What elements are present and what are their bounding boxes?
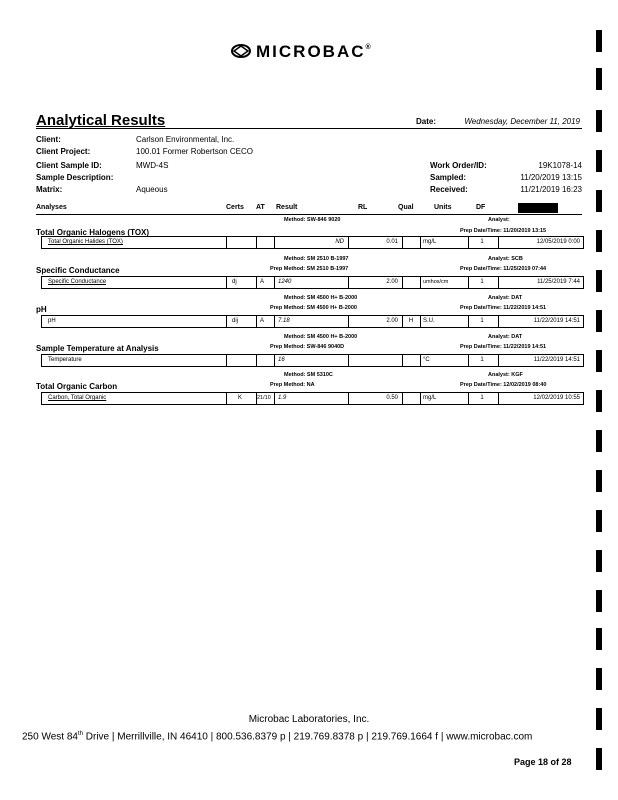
section-title-tox: Total Organic Halogens (TOX) — [36, 228, 150, 237]
cell-sep — [420, 237, 421, 248]
scan-edge-mark — [596, 270, 602, 292]
result-cell: 1240 — [278, 279, 292, 285]
client-project-label: Client Project: — [36, 147, 91, 156]
prep-method-temperature: Prep Method: SW-846 9040D — [270, 344, 345, 350]
df-cell: 1 — [480, 318, 484, 324]
section-title-specific-conductance: Specific Conductance — [36, 266, 120, 275]
cell-sep — [256, 277, 257, 288]
prep-date-tox: Prep Date/Time: 11/20/2019 13:15 — [460, 228, 547, 234]
result-cell: 1.9 — [278, 395, 287, 401]
analyte-cell: Temperature — [48, 357, 82, 363]
table-row — [41, 354, 584, 367]
cell-sep — [348, 277, 349, 288]
result-cell: ND — [335, 239, 344, 245]
scan-edge-mark — [596, 628, 602, 650]
col-units: Units — [434, 204, 452, 211]
cell-sep — [498, 355, 499, 366]
microbac-mark-icon — [230, 43, 252, 59]
df-cell: 1 — [480, 357, 484, 363]
col-analyses: Analyses — [36, 204, 67, 211]
date-cell: 12/02/2019 10:55 — [533, 395, 580, 401]
footer-address-rest: Drive | Merrillville, IN 46410 | 800.536.8379 p | 219.769.8378 p | 219.769.1664 f | www.microbac.com — [82, 731, 533, 743]
client-label: Client: — [36, 135, 61, 144]
section-title-ph: pH — [36, 305, 47, 314]
analyte-cell: pH — [48, 318, 56, 324]
units-cell: °C — [423, 357, 430, 363]
matrix-label: Matrix: — [36, 185, 63, 194]
client-project-value: 100.01 Former Robertson CECO — [136, 147, 253, 156]
header-divider — [36, 214, 582, 215]
cell-sep — [348, 237, 349, 248]
scan-edge-mark — [596, 668, 602, 690]
title-divider — [36, 128, 582, 129]
table-row — [41, 276, 584, 289]
cell-sep — [468, 393, 469, 404]
prep-date-toc: Prep Date/Time: 12/02/2019 08:40 — [460, 382, 547, 388]
cell-sep — [498, 316, 499, 327]
scan-edge-mark — [596, 150, 602, 172]
units-cell: S.U. — [423, 318, 435, 324]
analyte-cell: Specific Conductance — [48, 279, 107, 285]
client-value: Carlson Environmental, Inc. — [136, 135, 235, 144]
cell-sep — [274, 316, 275, 327]
method-temperature: Method: SM 4500 H+ B-2000 — [284, 334, 358, 340]
scan-edge-mark — [596, 350, 602, 372]
matrix-value: Aqueous — [136, 185, 168, 194]
scan-edge-mark — [596, 390, 602, 412]
certs-cell: dij — [232, 318, 239, 324]
units-cell: mg/L — [423, 395, 437, 401]
cell-sep — [468, 355, 469, 366]
at-cell: A — [260, 279, 265, 285]
prep-date-temperature: Prep Date/Time: 11/22/2019 14:51 — [460, 344, 547, 350]
footer-address-start: 250 West 84 — [22, 731, 78, 743]
scan-edge-mark — [596, 230, 602, 252]
table-row — [41, 315, 584, 328]
scan-edge-mark — [596, 470, 602, 492]
cell-sep — [420, 393, 421, 404]
cell-sep — [274, 277, 275, 288]
cell-sep — [402, 277, 403, 288]
units-cell: mg/L — [423, 239, 437, 245]
date-cell: 11/25/2019 7:44 — [537, 279, 580, 285]
date-cell: 12/05/2019 0:00 — [536, 239, 580, 245]
cell-sep — [226, 355, 227, 366]
cell-sep — [274, 355, 275, 366]
date-cell: 11/22/2019 14:51 — [533, 357, 580, 363]
scan-edge-mark — [596, 590, 602, 612]
col-df: DF — [476, 204, 486, 211]
cell-sep — [226, 277, 227, 288]
rl-cell: 0.50 — [386, 395, 398, 401]
received-label: Received: — [430, 185, 468, 194]
section-title-toc: Total Organic Carbon — [36, 382, 118, 391]
df-cell: 1 — [480, 239, 484, 245]
cell-sep — [402, 237, 403, 248]
scan-edge-mark — [596, 110, 602, 132]
table-row — [41, 392, 584, 405]
cell-sep — [274, 237, 275, 248]
microbac-logo — [230, 42, 371, 62]
cell-sep — [420, 355, 421, 366]
method-toc: Method: SM 5310C — [284, 372, 333, 378]
scan-edge-mark — [596, 430, 602, 452]
cell-sep — [498, 393, 499, 404]
footer-company: Microbac Laboratories, Inc. — [248, 714, 370, 725]
work-order-label: Work Order/ID: — [430, 161, 487, 170]
received-value: 11/21/2019 16:23 — [520, 185, 582, 194]
scan-edge-mark — [596, 550, 602, 572]
cell-sep — [402, 393, 403, 404]
df-cell: 1 — [480, 279, 484, 285]
date-value: Wednesday, December 11, 2019 — [464, 117, 580, 126]
sample-description-label: Sample Description: — [36, 173, 114, 182]
col-at: AT — [256, 204, 265, 211]
cell-sep — [468, 237, 469, 248]
page-number: Page 18 of 28 — [514, 757, 572, 767]
date-label: Date: — [416, 117, 437, 126]
date-cell: 11/22/2019 14:51 — [533, 318, 580, 324]
cell-sep — [420, 277, 421, 288]
cell-sep — [256, 316, 257, 327]
redaction-block — [518, 203, 558, 213]
rl-cell: 0.01 — [386, 239, 398, 245]
certs-cell: K — [238, 395, 243, 401]
cell-sep — [468, 277, 469, 288]
cell-sep — [402, 316, 403, 327]
scan-edge-mark — [596, 30, 602, 52]
client-sample-id-label: Client Sample ID: — [36, 161, 102, 170]
rl-cell: 2.00 — [386, 279, 398, 285]
cell-sep — [226, 237, 227, 248]
cell-sep — [256, 237, 257, 248]
cell-sep — [498, 277, 499, 288]
cell-sep — [226, 316, 227, 327]
col-rl: RL — [358, 204, 368, 211]
table-row — [41, 236, 584, 249]
prep-method-toc: Prep Method: NA — [270, 382, 315, 388]
work-order-value: 19K1078-14 — [538, 161, 582, 170]
analyst-temperature: Analyst: DAT — [488, 334, 523, 340]
logo-text: MICROBAC — [256, 42, 366, 61]
scan-edge-mark — [596, 190, 602, 212]
cell-sep — [420, 316, 421, 327]
sampled-label: Sampled: — [430, 173, 467, 182]
certs-cell: dj — [232, 279, 237, 285]
page-title: Analytical Results — [36, 112, 166, 129]
rl-cell: 2.00 — [386, 318, 398, 324]
method-tox: Method: SW-846 9020 — [284, 217, 341, 223]
method-specific-conductance: Method: SM 2510 B-1997 — [284, 256, 349, 262]
cell-sep — [348, 393, 349, 404]
at-cell: 21/10 — [257, 395, 271, 401]
prep-method-ph: Prep Method: SM 4500 H+ B-2000 — [270, 305, 357, 311]
cell-sep — [498, 237, 499, 248]
at-cell: A — [260, 318, 265, 324]
footer-address-sup: th — [77, 731, 83, 737]
cell-sep — [348, 355, 349, 366]
section-title-temperature: Sample Temperature at Analysis — [36, 344, 159, 353]
df-cell: 1 — [480, 395, 484, 401]
method-ph: Method: SM 4500 H+ B-2000 — [284, 295, 358, 301]
analyte-cell: Total Organic Halides (TOX) — [48, 239, 123, 245]
analyte-cell: Carbon, Total Organic — [48, 395, 107, 401]
cell-sep — [274, 393, 275, 404]
col-qual: Qual — [398, 204, 414, 211]
analyst-tox: Analyst: — [488, 217, 510, 223]
cell-sep — [226, 393, 227, 404]
result-cell: 16 — [278, 357, 285, 363]
analyst-ph: Analyst: DAT — [488, 295, 523, 301]
scan-edge-mark — [596, 310, 602, 332]
client-sample-id-value: MWD-4S — [136, 161, 169, 170]
prep-method-specific-conductance: Prep Method: SM 2510 B-1997 — [270, 266, 349, 272]
cell-sep — [256, 355, 257, 366]
cell-sep — [402, 355, 403, 366]
cell-sep — [468, 316, 469, 327]
footer-address — [22, 731, 532, 742]
scan-edge-mark — [596, 510, 602, 532]
analyst-toc: Analyst: KGF — [488, 372, 523, 378]
logo-registered: ® — [365, 44, 371, 51]
prep-date-specific-conductance: Prep Date/Time: 11/25/2019 07:44 — [460, 266, 547, 272]
units-cell: umhos/cm — [423, 279, 449, 285]
analyst-specific-conductance: Analyst: SCB — [488, 256, 523, 262]
result-cell: 7.18 — [278, 318, 290, 324]
sampled-value: 11/20/2019 13:15 — [520, 173, 582, 182]
col-certs: Certs — [226, 204, 244, 211]
col-result: Result — [276, 204, 298, 211]
qual-cell: H — [408, 318, 414, 324]
prep-date-ph: Prep Date/Time: 11/22/2019 14:51 — [460, 305, 547, 311]
cell-sep — [348, 316, 349, 327]
scan-edge-mark — [596, 748, 602, 770]
scan-edge-mark — [596, 68, 602, 90]
